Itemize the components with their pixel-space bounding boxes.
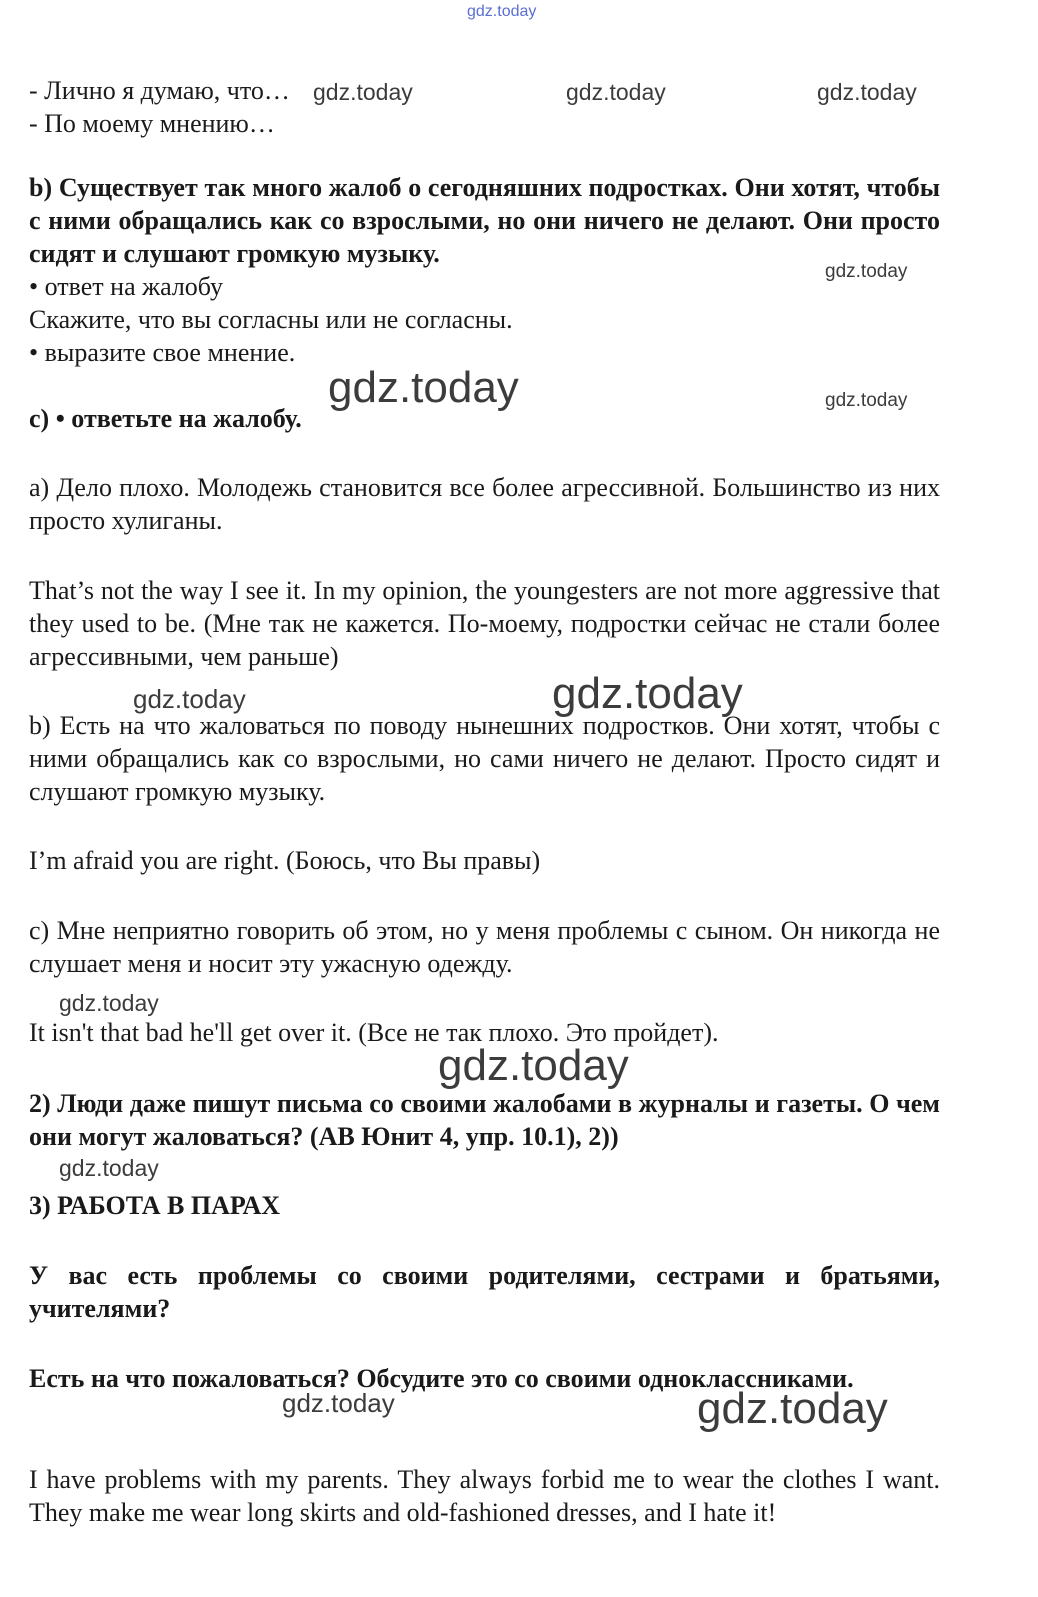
watermark: gdz.today bbox=[328, 363, 519, 412]
answer-a: а) Дело плохо. Молодежь становится все более агрессивной. Большинство из них просто хулиганы. bbox=[29, 473, 940, 535]
watermark: gdz.today bbox=[438, 1041, 629, 1090]
watermark: gdz.today bbox=[313, 79, 413, 105]
task-c-heading: c) • ответьте на жалобу. bbox=[29, 404, 302, 433]
watermark: gdz.today bbox=[133, 684, 246, 714]
english-reply-1: That’s not the way I see it. In my opinion, the youngesters are not more aggressive that they used to be. (Мне так не кажется. По-моему, подростки сейчас не стали более агрессивными, чем раньше) bbox=[29, 576, 940, 671]
english-reply-4: I have problems with my parents. They always forbid me to wear the clothes I want. They make me wear long skirts and old-fashioned dresses, and I hate it! bbox=[29, 1465, 940, 1527]
task-b-instructions bbox=[29, 270, 940, 369]
english-reply-3: It isn't that bad he'll get over it. (Все не так плохо. Это пройдет). bbox=[29, 1018, 719, 1047]
bullet-line: • ответ на жалобу bbox=[29, 272, 224, 301]
watermark: gdz.today bbox=[817, 79, 917, 105]
watermark: gdz.today bbox=[59, 990, 159, 1016]
watermark: gdz.today bbox=[552, 669, 743, 718]
phrase-line: - По моему мнению… bbox=[29, 109, 275, 138]
instruction-line: Скажите, что вы согласны или не согласны. bbox=[29, 305, 513, 334]
watermark: gdz.today bbox=[282, 1388, 395, 1418]
watermark: gdz.today bbox=[825, 261, 908, 282]
phrase-line: - Лично я думаю, что… bbox=[29, 76, 290, 105]
opinion-phrases bbox=[29, 74, 940, 140]
watermark: gdz.today bbox=[467, 3, 537, 20]
answer-b: b) Есть на что жаловаться по поводу нынешних подростков. Они хотят, чтобы с ними обращались как со взрослыми, но сами ничего не делают. Просто сидят и слушают громкую музыку. bbox=[29, 711, 940, 806]
watermark: gdz.today bbox=[566, 79, 666, 105]
watermark: gdz.today bbox=[697, 1384, 888, 1433]
task-3-heading: 3) РАБОТА В ПАРАХ bbox=[29, 1191, 280, 1220]
task-b-heading: b) Существует так много жалоб о сегодняшних подростках. Они хотят, чтобы с ними обращались как со взрослыми, но они ничего не делают. Они просто сидят и слушают громкую музыку. bbox=[29, 173, 940, 268]
bullet-line: • выразите свое мнение. bbox=[29, 338, 296, 367]
question-2: Есть на что пожаловаться? Обсудите это со своими одноклассниками. bbox=[29, 1364, 854, 1393]
task-2-heading: 2) Люди даже пишут письма со своими жалобами в журналы и газеты. О чем они могут жаловаться? (АВ Юнит 4, упр. 10.1), 2)) bbox=[29, 1089, 940, 1151]
watermark: gdz.today bbox=[825, 390, 908, 411]
watermark: gdz.today bbox=[59, 1155, 159, 1181]
answer-c: с) Мне неприятно говорить об этом, но у меня проблемы с сыном. Он никогда не слушает меня и носит эту ужасную одежду. bbox=[29, 916, 940, 978]
question-1: У вас есть проблемы со своими родителями, сестрами и братьями, учителями? bbox=[29, 1261, 940, 1323]
english-reply-2: I’m afraid you are right. (Боюсь, что Вы правы) bbox=[29, 846, 541, 875]
